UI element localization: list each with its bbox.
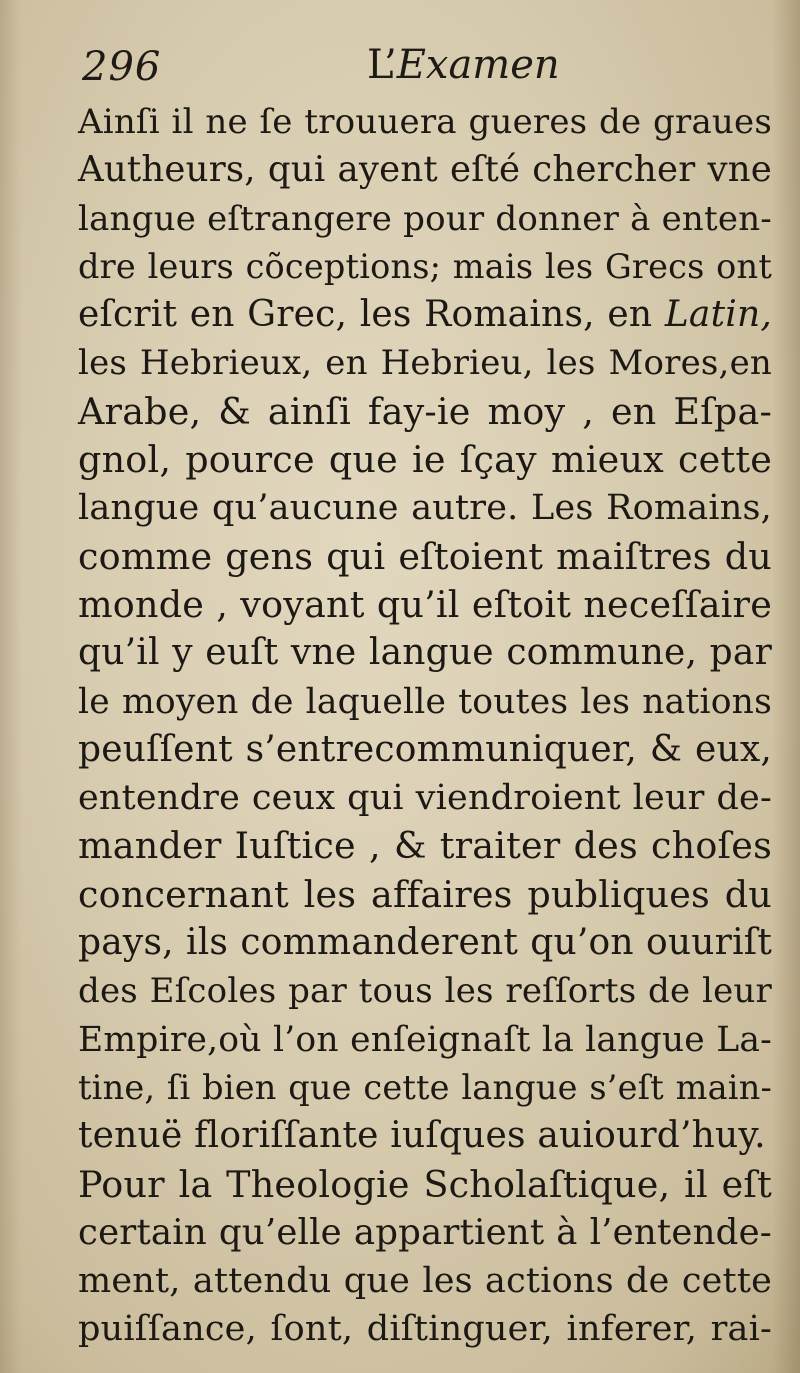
italic-word-latin: Latin, <box>664 294 772 336</box>
running-head <box>367 42 560 88</box>
text-line: le moyen de laquelle toutes les nations <box>78 681 772 722</box>
text-line: des Eſcoles par tous les reſſorts de leur <box>78 971 772 1012</box>
text-line: Autheurs, qui ayent eſté chercher vne <box>78 149 772 191</box>
text-line: ment, attendu que les actions de cette <box>78 1261 772 1302</box>
text-line: concernant les affaires publiques du <box>78 872 772 916</box>
text-line: Pour la Theologie Scholaſtique, il eſt <box>78 1162 772 1206</box>
text-line <box>78 291 772 339</box>
page-header <box>82 38 762 102</box>
page-shadow-left <box>0 0 22 1373</box>
text-line: Arabe, & ainſi fay-ie moy , en Eſpa- <box>78 389 772 433</box>
body-text <box>78 98 772 1354</box>
text-line: puiſſance, ſont, diſtinguer, inferer, rai- <box>78 1309 772 1350</box>
text-line: tenuë floriſſante iuſques auiourd’huy. <box>78 1115 766 1157</box>
text-line: langue eſtrangere pour donner à enten- <box>78 198 772 239</box>
running-head-title: Examen <box>396 42 560 88</box>
text-line: mander Iuſtice , & traiter des choſes <box>78 824 772 868</box>
text-line: dre leurs cõceptions; mais les Grecs ont <box>78 246 772 286</box>
text-line: les Hebrieux, en Hebrieu, les Mores,en <box>78 343 772 384</box>
text-line: Empire,où l’on enſeignaſt la langue La- <box>78 1019 772 1060</box>
text-line: comme gens qui eſtoient maiſtres du <box>78 534 772 578</box>
text-line: entendre ceux qui viendroient leur de- <box>78 778 772 819</box>
text-line: Ainſi il ne ſe trouuera gueres de graues <box>78 102 772 142</box>
page-shadow-right <box>772 0 800 1373</box>
text-line-part: eſcrit en Grec, les Romains, en <box>78 294 665 336</box>
text-line: qu’il y euſt vne langue commune, par <box>78 632 772 674</box>
text-line: peuſſent s’entrecommuniquer, & eux, <box>78 728 772 770</box>
text-line: pays, ils commanderent qu’on ouuriſt <box>78 922 772 964</box>
running-head-prefix: L’ <box>367 42 397 88</box>
text-line: gnol, pource que ie ſçay mieux cette <box>78 438 772 482</box>
text-line: monde , voyant qu’il eſtoit neceſſaire <box>78 582 772 626</box>
page-number: 296 <box>82 44 162 90</box>
text-line: langue qu’aucune autre. Les Romains, <box>78 488 772 529</box>
text-line: certain qu’elle appartient à l’entende- <box>78 1211 772 1253</box>
text-line: tine, ſi bien que cette langue s’eſt main- <box>78 1067 772 1107</box>
